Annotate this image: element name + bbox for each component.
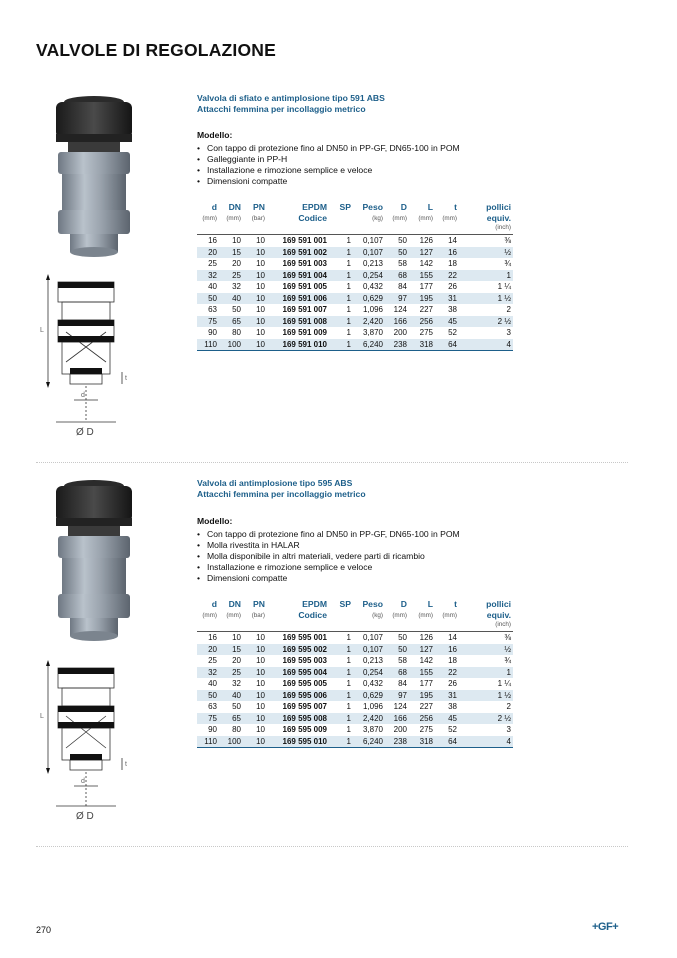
cell-l: 155	[409, 667, 435, 679]
table-row	[197, 316, 513, 328]
col-D: D	[400, 599, 407, 609]
cell-code: 169 591 002	[267, 247, 329, 259]
col-equiv: equiv.	[486, 213, 511, 223]
section-591-table	[197, 202, 513, 351]
cell-d: 90	[208, 328, 217, 337]
cell-t: 22	[435, 270, 459, 282]
cell-peso: 0,254	[353, 667, 385, 679]
col-equiv: equiv.	[486, 610, 511, 620]
cell-pn: 10	[243, 632, 267, 644]
cell-l: 142	[419, 656, 433, 665]
cell-dn: 32	[232, 679, 241, 688]
cell-inch: 4	[459, 736, 513, 748]
cell-peso: 0,213	[362, 259, 383, 268]
cell-dn: 65	[219, 316, 243, 328]
cell-code: 169 591 005	[282, 282, 327, 291]
cell-d: 124	[393, 702, 407, 711]
cell-d: 50	[385, 247, 409, 259]
cell-t: 31	[435, 690, 459, 702]
cell-d: 166	[385, 316, 409, 328]
cell-d: 32	[197, 667, 219, 679]
cell-inch: ½	[459, 247, 513, 259]
cell-dn: 40	[219, 690, 243, 702]
cell-l: 155	[409, 270, 435, 282]
cell-pn: 10	[243, 667, 267, 679]
table-row	[197, 304, 513, 316]
cell-sp: 1	[346, 282, 351, 291]
col-L: L	[427, 202, 433, 212]
dim-d-label: d	[81, 392, 85, 399]
cell-sp: 1	[346, 305, 351, 314]
cell-l: 275	[419, 328, 433, 337]
cell-pn: 10	[243, 713, 267, 725]
col-D: D	[400, 202, 407, 212]
cell-dn: 25	[219, 667, 243, 679]
cell-t: 45	[435, 316, 459, 328]
cell-code: 169 595 002	[267, 644, 329, 656]
cell-pn: 10	[256, 328, 265, 337]
section-divider	[36, 462, 628, 463]
cell-peso: 0,629	[353, 293, 385, 305]
section-595-title	[197, 478, 366, 500]
cell-d: 124	[393, 305, 407, 314]
cell-peso: 2,420	[353, 316, 385, 328]
cell-code: 169 595 007	[282, 702, 327, 711]
cell-l: 227	[419, 702, 433, 711]
cell-code: 169 591 001	[267, 235, 329, 247]
section-591-model-label: Modello:	[197, 130, 233, 140]
cell-d: 50	[197, 690, 219, 702]
cell-inch: 1	[459, 667, 513, 679]
cell-dn: 40	[219, 293, 243, 305]
cell-peso: 0,107	[353, 235, 385, 247]
cell-t: 52	[448, 725, 457, 734]
cell-d: 84	[398, 282, 407, 291]
cell-l: 126	[409, 235, 435, 247]
cell-t: 18	[448, 259, 457, 268]
cell-inch: ⅜	[459, 632, 513, 644]
cell-l: 318	[409, 339, 435, 351]
cell-d: 110	[197, 339, 219, 351]
cell-inch: 3	[506, 328, 511, 337]
cell-t: 38	[448, 305, 457, 314]
unit-bar: (bar)	[251, 214, 265, 222]
cell-sp: 1	[329, 293, 353, 305]
cell-t: 22	[435, 667, 459, 679]
cell-sp: 1	[346, 259, 351, 268]
list-item: • Galleggiante in PP-H	[197, 154, 460, 165]
cell-d: 68	[385, 667, 409, 679]
cell-peso: 1,096	[362, 702, 383, 711]
cell-dn: 20	[232, 259, 241, 268]
cell-peso: 6,240	[353, 736, 385, 748]
section-595-table	[197, 599, 513, 748]
list-item: • Con tappo di protezione fino al DN50 in PP-GF, DN65-100 in POM	[197, 529, 460, 540]
cell-pn: 10	[256, 679, 265, 688]
section-591-title-line2: Attacchi femmina per incollaggio metrico	[197, 104, 366, 114]
cell-code: 169 595 004	[267, 667, 329, 679]
cell-t: 14	[435, 632, 459, 644]
col-pollici: pollici	[486, 202, 511, 212]
cell-code: 169 595 010	[267, 736, 329, 748]
gf-logo: +GF+	[592, 921, 619, 933]
cell-pn: 10	[243, 293, 267, 305]
cell-code: 169 591 009	[282, 328, 327, 337]
cell-dn: 20	[232, 656, 241, 665]
cell-t: 16	[435, 644, 459, 656]
cell-sp: 1	[329, 339, 353, 351]
cell-dn: 10	[219, 235, 243, 247]
dim-L-label: L	[40, 713, 44, 720]
list-item: • Installazione e rimozione semplice e veloce	[197, 165, 460, 176]
table-row	[197, 293, 513, 305]
cell-code: 169 595 008	[267, 713, 329, 725]
unit-mm: (mm)	[418, 611, 433, 619]
dim-L-label: L	[40, 327, 44, 334]
col-codice: Codice	[298, 610, 327, 620]
unit-mm: (mm)	[442, 611, 457, 619]
cell-l: 256	[409, 316, 435, 328]
list-item: • Con tappo di protezione fino al DN50 in PP-GF, DN65-100 in POM	[197, 143, 460, 154]
cell-pn: 10	[256, 282, 265, 291]
cell-pn: 10	[256, 305, 265, 314]
cell-d: 238	[385, 339, 409, 351]
cell-dn: 10	[219, 632, 243, 644]
cell-l: 127	[409, 644, 435, 656]
cell-d: 200	[393, 725, 407, 734]
cell-d: 50	[197, 293, 219, 305]
unit-mm: (mm)	[418, 214, 433, 222]
cell-d: 50	[385, 632, 409, 644]
cell-inch: ¾	[504, 259, 511, 268]
cell-inch: 1 ½	[459, 293, 513, 305]
cell-peso: 0,107	[353, 644, 385, 656]
col-L: L	[427, 599, 433, 609]
cell-pn: 10	[243, 644, 267, 656]
cell-d: 63	[208, 305, 217, 314]
col-peso: Peso	[362, 599, 383, 609]
cell-peso: 6,240	[353, 339, 385, 351]
list-item: • Molla rivestita in HALAR	[197, 540, 460, 551]
table-row	[197, 339, 513, 351]
cell-code: 169 591 004	[267, 270, 329, 282]
cell-pn: 10	[243, 690, 267, 702]
cell-sp: 1	[329, 644, 353, 656]
section-591-bullets	[197, 143, 460, 187]
cell-d: 20	[197, 247, 219, 259]
cell-l: 127	[409, 247, 435, 259]
cell-code: 169 595 005	[282, 679, 327, 688]
cell-code: 169 591 003	[282, 259, 327, 268]
col-epdm: EPDM	[302, 202, 327, 212]
page-number: 270	[36, 925, 52, 935]
cell-inch: ½	[459, 644, 513, 656]
table-row	[197, 281, 513, 293]
cell-t: 31	[435, 293, 459, 305]
cell-d: 63	[208, 702, 217, 711]
table-row	[197, 270, 513, 282]
cell-d: 40	[208, 282, 217, 291]
cell-peso: 2,420	[353, 713, 385, 725]
table-row	[197, 678, 513, 690]
cell-inch: 4	[459, 339, 513, 351]
cell-l: 256	[409, 713, 435, 725]
table-row	[197, 724, 513, 736]
cell-sp: 1	[346, 725, 351, 734]
cell-pn: 10	[243, 235, 267, 247]
cell-peso: 0,432	[362, 282, 383, 291]
cell-inch: 1 ½	[459, 690, 513, 702]
cell-peso: 0,107	[353, 247, 385, 259]
valve-595-photo	[48, 478, 140, 644]
cell-inch: 2 ½	[459, 316, 513, 328]
cell-peso: 0,254	[353, 270, 385, 282]
cell-d: 58	[398, 259, 407, 268]
dim-d-label: d	[81, 778, 85, 785]
valve-595-drawing	[36, 660, 136, 828]
cell-t: 64	[435, 736, 459, 748]
cell-inch: 3	[506, 725, 511, 734]
cell-sp: 1	[329, 632, 353, 644]
cell-l: 177	[419, 282, 433, 291]
cell-dn: 65	[219, 713, 243, 725]
cell-d: 97	[385, 293, 409, 305]
col-pn: PN	[253, 202, 265, 212]
cell-pn: 10	[243, 247, 267, 259]
cell-code: 169 595 009	[282, 725, 327, 734]
col-d: d	[211, 599, 217, 609]
cell-dn: 100	[219, 339, 243, 351]
cell-d: 97	[385, 690, 409, 702]
cell-t: 45	[435, 713, 459, 725]
cell-d: 75	[197, 713, 219, 725]
cell-d: 50	[385, 235, 409, 247]
cell-d: 110	[197, 736, 219, 748]
cell-inch: 2 ½	[459, 713, 513, 725]
cell-l: 227	[419, 305, 433, 314]
cell-d: 200	[393, 328, 407, 337]
cell-d: 16	[197, 632, 219, 644]
cell-peso: 0,107	[353, 632, 385, 644]
cell-pn: 10	[243, 270, 267, 282]
cell-dn: 15	[219, 644, 243, 656]
col-sp: SP	[339, 202, 351, 212]
cell-d: 75	[197, 316, 219, 328]
cell-sp: 1	[329, 247, 353, 259]
table-row	[197, 247, 513, 259]
unit-inch: (inch)	[495, 621, 511, 628]
table-row	[197, 327, 513, 339]
cell-t: 16	[435, 247, 459, 259]
unit-mm: (mm)	[202, 214, 217, 222]
cell-d: 20	[197, 644, 219, 656]
col-sp: SP	[339, 599, 351, 609]
cell-peso: 3,870	[362, 328, 383, 337]
cell-d: 166	[385, 713, 409, 725]
cell-peso: 0,213	[362, 656, 383, 665]
cell-pn: 10	[256, 702, 265, 711]
list-item: • Molla disponibile in altri materiali, vedere parti di ricambio	[197, 551, 460, 562]
dim-t-label: t	[125, 375, 127, 382]
cell-dn: 25	[219, 270, 243, 282]
table-row	[197, 258, 513, 270]
section-595-title-line1: Valvola di antimplosione tipo 595 ABS	[197, 478, 353, 488]
cell-d: 238	[385, 736, 409, 748]
cell-code: 169 591 010	[267, 339, 329, 351]
cell-inch: ¾	[504, 656, 511, 665]
cell-dn: 50	[232, 305, 241, 314]
cell-peso: 3,870	[362, 725, 383, 734]
section-divider	[36, 846, 628, 847]
cell-peso: 1,096	[362, 305, 383, 314]
cell-t: 52	[448, 328, 457, 337]
unit-mm: (mm)	[202, 611, 217, 619]
cell-l: 177	[419, 679, 433, 688]
cell-sp: 1	[329, 736, 353, 748]
cell-inch: 1 ¼	[497, 282, 511, 291]
cell-code: 169 595 003	[282, 656, 327, 665]
table-row	[197, 667, 513, 679]
cell-dn: 80	[232, 328, 241, 337]
cell-inch: ⅜	[459, 235, 513, 247]
cell-d: 25	[208, 656, 217, 665]
cell-l: 195	[409, 293, 435, 305]
table-row	[197, 713, 513, 725]
unit-bar: (bar)	[251, 611, 265, 619]
cell-d: 90	[208, 725, 217, 734]
cell-code: 169 595 001	[267, 632, 329, 644]
unit-kg: (kg)	[372, 611, 383, 619]
cell-sp: 1	[329, 713, 353, 725]
cell-dn: 100	[219, 736, 243, 748]
dim-D-label: Ø D	[76, 811, 94, 822]
cell-t: 26	[448, 679, 457, 688]
cell-code: 169 591 007	[282, 305, 327, 314]
unit-mm: (mm)	[442, 214, 457, 222]
cell-l: 275	[419, 725, 433, 734]
cell-sp: 1	[329, 316, 353, 328]
col-peso: Peso	[362, 202, 383, 212]
cell-code: 169 595 006	[267, 690, 329, 702]
valve-591-drawing	[36, 272, 136, 440]
unit-mm: (mm)	[392, 611, 407, 619]
cell-d: 16	[197, 235, 219, 247]
cell-l: 142	[419, 259, 433, 268]
cell-d: 58	[398, 656, 407, 665]
cell-d: 50	[385, 644, 409, 656]
section-591-title	[197, 93, 385, 115]
cell-dn: 50	[232, 702, 241, 711]
cell-pn: 10	[256, 259, 265, 268]
cell-sp: 1	[329, 270, 353, 282]
cell-inch: 1 ¼	[497, 679, 511, 688]
dim-D-label: Ø D	[76, 427, 94, 438]
section-591-title-line1: Valvola di sfiato e antimplosione tipo 591 ABS	[197, 93, 385, 103]
cell-inch: 2	[506, 305, 511, 314]
list-item: • Installazione e rimozione semplice e veloce	[197, 562, 460, 573]
unit-inch: (inch)	[495, 224, 511, 231]
cell-sp: 1	[346, 656, 351, 665]
cell-t: 26	[448, 282, 457, 291]
cell-l: 126	[409, 632, 435, 644]
cell-l: 318	[409, 736, 435, 748]
col-dn: DN	[228, 599, 241, 609]
cell-code: 169 591 006	[267, 293, 329, 305]
cell-d: 40	[208, 679, 217, 688]
cell-peso: 0,629	[353, 690, 385, 702]
valve-591-photo	[48, 94, 140, 260]
cell-dn: 32	[232, 282, 241, 291]
col-t: t	[454, 202, 457, 212]
unit-mm: (mm)	[392, 214, 407, 222]
table-row	[197, 701, 513, 713]
cell-code: 169 591 008	[267, 316, 329, 328]
cell-sp: 1	[346, 679, 351, 688]
col-dn: DN	[228, 202, 241, 212]
unit-kg: (kg)	[372, 214, 383, 222]
cell-inch: 1	[459, 270, 513, 282]
section-595-bullets	[197, 529, 460, 584]
table-row	[197, 655, 513, 667]
cell-pn: 10	[243, 316, 267, 328]
cell-pn: 10	[243, 736, 267, 748]
cell-peso: 0,432	[362, 679, 383, 688]
table-row	[197, 632, 513, 644]
page-title: VALVOLE DI REGOLAZIONE	[36, 40, 277, 60]
col-d: d	[211, 202, 217, 212]
cell-pn: 10	[256, 725, 265, 734]
cell-sp: 1	[329, 690, 353, 702]
cell-d: 84	[398, 679, 407, 688]
cell-d: 68	[385, 270, 409, 282]
cell-pn: 10	[256, 656, 265, 665]
table-row	[197, 235, 513, 247]
cell-l: 195	[409, 690, 435, 702]
cell-pn: 10	[243, 339, 267, 351]
cell-t: 18	[448, 656, 457, 665]
col-t: t	[454, 599, 457, 609]
cell-inch: 2	[506, 702, 511, 711]
cell-d: 25	[208, 259, 217, 268]
cell-sp: 1	[329, 667, 353, 679]
table-row	[197, 736, 513, 748]
table-row	[197, 690, 513, 702]
cell-sp: 1	[329, 235, 353, 247]
cell-t: 14	[435, 235, 459, 247]
col-codice: Codice	[298, 213, 327, 223]
cell-d: 32	[197, 270, 219, 282]
cell-t: 38	[448, 702, 457, 711]
cell-dn: 80	[232, 725, 241, 734]
cell-t: 64	[435, 339, 459, 351]
col-epdm: EPDM	[302, 599, 327, 609]
cell-sp: 1	[346, 328, 351, 337]
dim-t-label: t	[125, 761, 127, 768]
col-pollici: pollici	[486, 599, 511, 609]
cell-dn: 15	[219, 247, 243, 259]
unit-mm: (mm)	[226, 611, 241, 619]
section-595-model-label: Modello:	[197, 516, 233, 526]
col-pn: PN	[253, 599, 265, 609]
table-row	[197, 644, 513, 656]
unit-mm: (mm)	[226, 214, 241, 222]
cell-sp: 1	[346, 702, 351, 711]
section-595-title-line2: Attacchi femmina per incollaggio metrico	[197, 489, 366, 499]
list-item: • Dimensioni compatte	[197, 573, 460, 584]
list-item: • Dimensioni compatte	[197, 176, 460, 187]
